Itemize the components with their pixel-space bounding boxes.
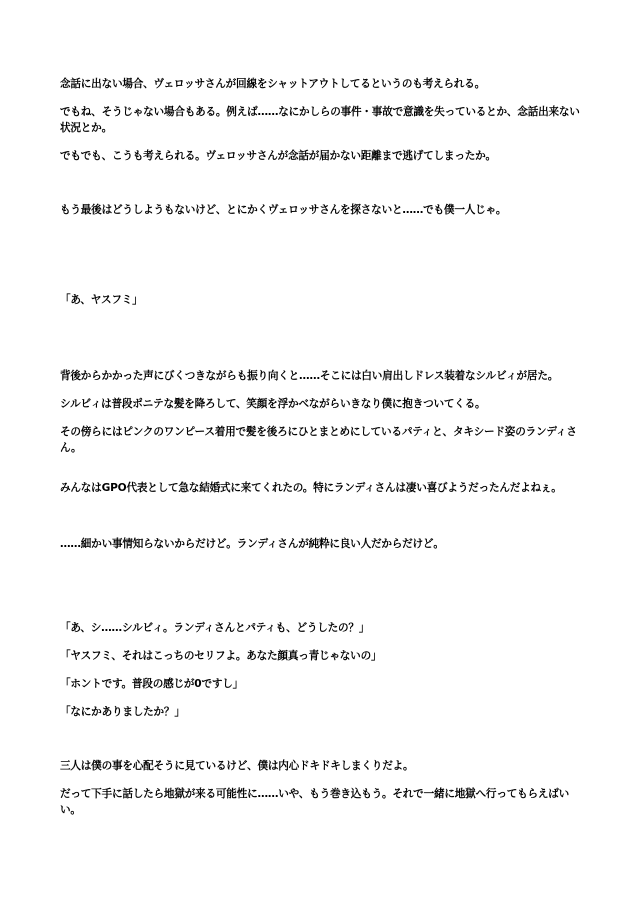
paragraph-9: みんなはGPO代表として急な結婚式に来てくれたの。特にランディさんは凄い喜びようだったんだよねぇ。 — [60, 482, 562, 494]
paragraph-1: 念話に出ない場合、ヴェロッサさんが回線をシャットアウトしてるというのも考えられる。 — [60, 78, 485, 90]
paragraph-7: シルビィは普段ポニテな髪を降ろして、笑顔を浮かべながらいきなり僕に抱きついてくる。 — [60, 398, 486, 410]
paragraph-14: 「なにかありましたか？」 — [60, 706, 185, 718]
paragraph-8: その傍らにはピンクのワンピース着用で髪を後ろにひとまとめにしているパティと、タキシード姿のランディさん。 — [60, 426, 577, 454]
paragraph-16: だって下手に話したら地獄が来る可能性に……いや、もう巻き込もう。それで一緒に地獄へ行ってもらえばいい。 — [60, 788, 570, 816]
paragraph-11: 「あ、シ……シルビィ。ランディさんとパティも、どうしたの？」 — [60, 622, 370, 634]
paragraph-13: 「ホントです。普段の感じが0ですし」 — [60, 678, 244, 690]
paragraph-12: 「ヤスフミ、それはこっちのセリフよ。あなた顔真っ青じゃないの」 — [60, 650, 382, 662]
paragraph-3: でもでも、こうも考えられる。ヴェロッサさんが念話が届かない距離まで逃げてしまったか。 — [60, 150, 496, 162]
paragraph-4: もう最後はどうしようもないけど、とにかくヴェロッサさんを探さないと……でも僕一人じゃ。 — [60, 204, 507, 216]
paragraph-15: 三人は僕の事を心配そうに見ているけど、僕は内心ドキドキしまくりだよ。 — [60, 760, 414, 772]
paragraph-6: 背後からかかった声にびくつきながらも振り向くと……そこには白い肩出しドレス装着なシルビィが居た。 — [60, 370, 559, 382]
paragraph-2: でもね、そうじゃない場合もある。例えば……なにかしらの事件・事故で意識を失っているとか、念話出来ない状況とか。 — [60, 106, 580, 134]
paragraph-5: 「あ、ヤスフミ」 — [60, 294, 143, 306]
paragraph-10: ……細かい事情知らないからだけど。ランディさんが純粋に良い人だからだけど。 — [60, 538, 444, 550]
